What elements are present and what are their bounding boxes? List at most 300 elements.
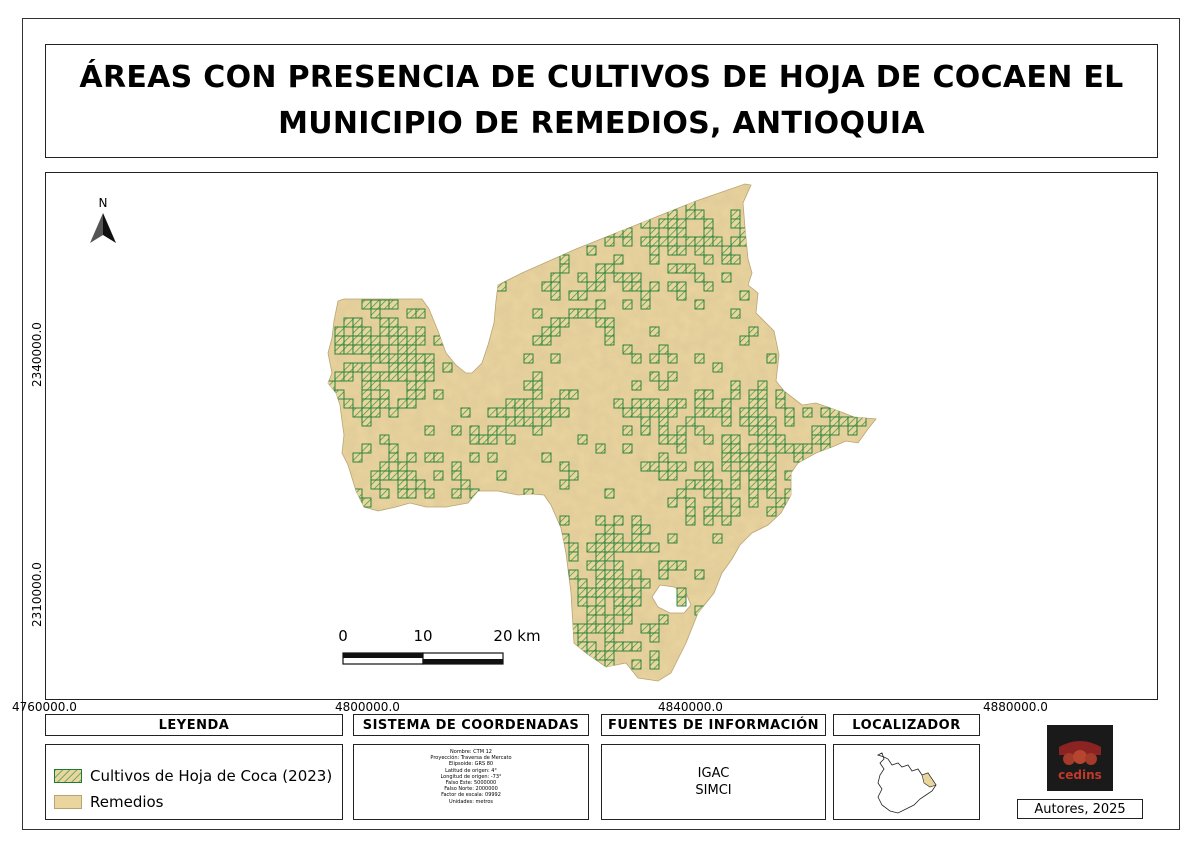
coca-cell — [632, 570, 641, 579]
coca-cell — [767, 462, 776, 471]
scale-label-0: 0 — [338, 627, 348, 645]
coca-cell — [668, 282, 677, 291]
coca-cell — [641, 543, 650, 552]
coca-cell — [488, 408, 497, 417]
coca-cell — [605, 615, 614, 624]
coca-cell — [371, 354, 380, 363]
coca-cell — [344, 399, 353, 408]
coca-cell — [596, 624, 605, 633]
coca-cell — [596, 444, 605, 453]
coca-cell — [479, 435, 488, 444]
coca-cell — [650, 633, 659, 642]
coca-cell — [749, 426, 758, 435]
coca-cell — [551, 354, 560, 363]
coca-cell — [434, 471, 443, 480]
coca-cell — [803, 444, 812, 453]
coca-cell — [425, 354, 434, 363]
coca-cell — [506, 435, 515, 444]
coca-cell — [533, 390, 542, 399]
coca-cell — [380, 462, 389, 471]
coca-cell — [749, 327, 758, 336]
coca-cell — [551, 273, 560, 282]
coca-cell — [569, 390, 578, 399]
coca-cell — [668, 372, 677, 381]
coca-cell — [785, 408, 794, 417]
coca-cell — [641, 399, 650, 408]
coca-cell — [596, 597, 605, 606]
coca-cell — [641, 462, 650, 471]
coca-cell — [758, 390, 767, 399]
coca-cell — [623, 444, 632, 453]
authors-label: Autores, 2025 — [1017, 799, 1143, 819]
scale-label-20: 20 km — [493, 627, 541, 645]
coca-cell — [740, 453, 749, 462]
coca-cell — [659, 570, 668, 579]
coca-cell — [569, 471, 578, 480]
coca-cell — [668, 228, 677, 237]
coca-cell — [605, 327, 614, 336]
coca-cell — [659, 408, 668, 417]
coca-cell — [551, 282, 560, 291]
coca-cell — [686, 516, 695, 525]
coca-cell — [686, 210, 695, 219]
coca-cell — [776, 444, 785, 453]
coca-cell — [677, 444, 686, 453]
coca-cell — [407, 354, 416, 363]
coca-cell — [758, 426, 767, 435]
crs-line: Factor de escala: 09992 — [441, 792, 501, 799]
coca-cell — [434, 453, 443, 462]
coca-cell — [677, 588, 686, 597]
coca-cell — [326, 381, 335, 390]
coca-cell — [380, 372, 389, 381]
coca-cell — [596, 543, 605, 552]
coca-cell — [623, 606, 632, 615]
coca-cell — [578, 642, 587, 651]
x-tick-4: 4880000.0 — [983, 700, 1048, 714]
coca-cell — [605, 543, 614, 552]
coca-cell — [596, 318, 605, 327]
coca-cell — [614, 534, 623, 543]
coca-cell — [848, 426, 857, 435]
coca-cell — [614, 228, 623, 237]
coca-cell — [425, 453, 434, 462]
coca-cell — [767, 354, 776, 363]
coca-cell — [650, 408, 659, 417]
coca-cell — [695, 390, 704, 399]
coca-cell — [632, 399, 641, 408]
coca-cell — [704, 507, 713, 516]
coca-cell — [722, 462, 731, 471]
source-igac: IGAC — [697, 766, 730, 781]
coca-cell — [623, 282, 632, 291]
coca-cell — [722, 408, 731, 417]
coca-cell — [686, 201, 695, 210]
coca-cell — [740, 336, 749, 345]
sources-header: FUENTES DE INFORMACIÓN — [601, 714, 826, 736]
coca-cell — [767, 507, 776, 516]
coca-cell — [533, 381, 542, 390]
coca-cell — [362, 327, 371, 336]
coca-cell — [344, 372, 353, 381]
coca-cell — [515, 408, 524, 417]
coca-cell — [632, 525, 641, 534]
coca-cell — [749, 453, 758, 462]
coca-cell — [380, 435, 389, 444]
coca-cell — [749, 417, 758, 426]
coca-cell — [596, 552, 605, 561]
coca-cell — [470, 426, 479, 435]
coca-cell — [578, 588, 587, 597]
coca-cell — [668, 534, 677, 543]
coca-cell — [344, 345, 353, 354]
coca-cell — [731, 480, 740, 489]
coca-cell — [515, 399, 524, 408]
coca-cell — [650, 327, 659, 336]
coca-cell — [722, 435, 731, 444]
x-tick-2: 4800000.0 — [335, 700, 400, 714]
coca-cell — [605, 660, 614, 669]
coca-cell — [614, 597, 623, 606]
coca-cell — [587, 606, 596, 615]
coca-cell — [794, 453, 803, 462]
coca-cell — [371, 336, 380, 345]
coca-cell — [659, 417, 668, 426]
coca-cell — [569, 543, 578, 552]
coca-cell — [668, 237, 677, 246]
coca-cell — [335, 336, 344, 345]
coca-cell — [704, 255, 713, 264]
coca-cell — [389, 336, 398, 345]
coca-cell — [704, 435, 713, 444]
coca-cell — [695, 273, 704, 282]
coca-cell — [740, 417, 749, 426]
coca-cell — [677, 282, 686, 291]
coca-cell — [461, 408, 470, 417]
coca-cell — [596, 588, 605, 597]
coca-cell — [560, 255, 569, 264]
scale-label-10: 10 — [413, 627, 433, 645]
coca-cell — [614, 543, 623, 552]
coca-cell — [695, 354, 704, 363]
coca-cell — [722, 453, 731, 462]
locator-map — [834, 745, 979, 819]
coca-cell — [632, 354, 641, 363]
coca-cell — [758, 462, 767, 471]
coca-cell — [407, 390, 416, 399]
coca-cell — [389, 327, 398, 336]
coca-cell — [560, 390, 569, 399]
coca-cell — [578, 597, 587, 606]
coca-cell — [362, 408, 371, 417]
coca-cell — [695, 408, 704, 417]
title-line-2: MUNICIPIO DE REMEDIOS, ANTIOQUIA — [278, 106, 925, 141]
coca-cell — [569, 624, 578, 633]
coca-cell — [371, 471, 380, 480]
legend-label-coca: Cultivos de Hoja de Coca (2023) — [90, 767, 333, 785]
coca-cell — [380, 327, 389, 336]
coca-cell — [695, 570, 704, 579]
coca-cell — [677, 426, 686, 435]
coca-cell — [605, 525, 614, 534]
coca-cell — [749, 471, 758, 480]
coca-cell — [398, 471, 407, 480]
coca-cell — [497, 471, 506, 480]
coca-cell — [758, 417, 767, 426]
coca-cell — [668, 462, 677, 471]
coca-cell — [830, 417, 839, 426]
coca-cell — [596, 264, 605, 273]
coca-cell — [731, 255, 740, 264]
coca-cell — [749, 498, 758, 507]
coca-cell — [722, 273, 731, 282]
coca-cell — [596, 282, 605, 291]
coca-cell — [704, 237, 713, 246]
coca-cell — [551, 327, 560, 336]
coca-cell — [542, 453, 551, 462]
remedios-swatch-icon — [54, 795, 82, 809]
coca-cell — [677, 246, 686, 255]
coca-cell — [623, 408, 632, 417]
coca-cell — [371, 345, 380, 354]
coca-cell — [740, 408, 749, 417]
coca-cell — [596, 651, 605, 660]
coca-cell — [614, 588, 623, 597]
coca-cell — [632, 381, 641, 390]
coca-cell — [587, 309, 596, 318]
coca-cell — [605, 336, 614, 345]
crs-line: Latitud de origen: 4° — [445, 767, 497, 774]
coca-cell — [452, 489, 461, 498]
coca-cell — [398, 354, 407, 363]
y-tick-2: 2310000.0 — [30, 562, 44, 627]
coca-cell — [623, 426, 632, 435]
coca-cell — [542, 417, 551, 426]
coca-cell — [452, 471, 461, 480]
coca-cell — [614, 570, 623, 579]
coca-cell — [587, 543, 596, 552]
coca-cell — [524, 399, 533, 408]
coca-cell — [731, 471, 740, 480]
coca-cell — [650, 543, 659, 552]
north-arrow-right-icon — [103, 213, 116, 243]
coca-cell — [731, 309, 740, 318]
coca-cell — [659, 345, 668, 354]
coca-cell — [533, 336, 542, 345]
coca-cell — [380, 390, 389, 399]
coca-cell — [623, 237, 632, 246]
coca-cell — [632, 588, 641, 597]
coca-cell — [659, 237, 668, 246]
coca-cell — [713, 507, 722, 516]
coca-cell — [560, 408, 569, 417]
coca-cell — [560, 534, 569, 543]
coca-cell — [731, 210, 740, 219]
coca-cell — [398, 480, 407, 489]
coca-cell — [614, 255, 623, 264]
title-line-1: ÁREAS CON PRESENCIA DE CULTIVOS DE HOJA DE COCAEN EL — [79, 60, 1124, 95]
coca-cell — [677, 228, 686, 237]
coca-cell — [677, 264, 686, 273]
crs-line: Proyección: Traversa de Mercato — [430, 755, 512, 762]
legend-panel — [45, 744, 343, 820]
coca-cell — [848, 417, 857, 426]
legend-item-coca — [54, 767, 332, 785]
coca-cell — [614, 399, 623, 408]
coca-cell — [758, 480, 767, 489]
coca-cell — [578, 633, 587, 642]
coca-cell — [407, 309, 416, 318]
coca-cell — [794, 444, 803, 453]
coca-cell — [380, 354, 389, 363]
coca-cell — [641, 417, 650, 426]
coca-cell — [344, 363, 353, 372]
north-arrow-left-icon — [90, 213, 103, 243]
coca-cell — [695, 480, 704, 489]
coca-cell — [623, 345, 632, 354]
coca-cell — [668, 435, 677, 444]
coca-cell — [650, 228, 659, 237]
coca-cell — [362, 372, 371, 381]
coca-cell — [524, 489, 533, 498]
coca-cell — [344, 318, 353, 327]
logo-icon — [1047, 725, 1113, 791]
map-title — [52, 55, 1152, 147]
crs-header: SISTEMA DE COORDENADAS — [353, 714, 589, 736]
coca-cell — [749, 480, 758, 489]
coca-cell — [335, 372, 344, 381]
coca-cell — [623, 300, 632, 309]
coca-cell — [695, 399, 704, 408]
coca-cell — [515, 417, 524, 426]
coca-cell — [668, 471, 677, 480]
coca-cell — [614, 561, 623, 570]
coca-cell — [767, 489, 776, 498]
crs-panel — [353, 744, 589, 820]
coca-cell — [605, 552, 614, 561]
coca-cell — [407, 471, 416, 480]
north-arrow — [90, 196, 116, 243]
coca-cell — [686, 480, 695, 489]
coca-cell — [677, 219, 686, 228]
coca-cell — [659, 453, 668, 462]
coca-cell — [497, 408, 506, 417]
coca-cell — [677, 291, 686, 300]
coca-cell — [632, 408, 641, 417]
coca-cell — [749, 399, 758, 408]
coca-cell — [569, 291, 578, 300]
coca-cell — [740, 291, 749, 300]
coca-cell — [596, 570, 605, 579]
coca-cell — [758, 381, 767, 390]
coca-cell — [740, 228, 749, 237]
coca-cell — [560, 318, 569, 327]
coca-cell — [758, 435, 767, 444]
coca-cell — [713, 237, 722, 246]
coca-cell — [641, 624, 650, 633]
coca-cell — [524, 354, 533, 363]
coca-cell — [416, 327, 425, 336]
coca-cell — [533, 408, 542, 417]
coca-cell — [821, 426, 830, 435]
coca-cell — [686, 264, 695, 273]
coca-cell — [587, 246, 596, 255]
coca-cell — [425, 426, 434, 435]
coca-cell — [524, 381, 533, 390]
coca-cell — [344, 336, 353, 345]
coca-cell — [632, 534, 641, 543]
coca-cell — [416, 372, 425, 381]
y-tick-1: 2340000.0 — [30, 322, 44, 387]
coca-cell — [497, 426, 506, 435]
coca-cell — [659, 426, 668, 435]
coca-cell — [605, 489, 614, 498]
coca-cell — [632, 273, 641, 282]
coca-cell — [443, 363, 452, 372]
locator-panel — [833, 744, 980, 820]
coca-cell — [506, 399, 515, 408]
scale-segment-2-fill — [423, 659, 503, 664]
coca-cell — [389, 300, 398, 309]
coca-cell — [749, 444, 758, 453]
coca-cell — [380, 345, 389, 354]
coca-cell — [524, 417, 533, 426]
coca-cell — [587, 624, 596, 633]
coca-cell — [641, 426, 650, 435]
coca-cell — [758, 399, 767, 408]
coca-cell — [542, 336, 551, 345]
coca-cell — [353, 453, 362, 462]
coca-cell — [398, 489, 407, 498]
coca-cell — [497, 282, 506, 291]
coca-cell — [731, 498, 740, 507]
coca-cell — [380, 471, 389, 480]
coca-cell — [722, 516, 731, 525]
coca-cell — [587, 561, 596, 570]
coca-cell — [407, 489, 416, 498]
cedins-logo — [1047, 725, 1113, 791]
coca-cell — [686, 507, 695, 516]
coca-cell — [632, 282, 641, 291]
coca-cell — [587, 642, 596, 651]
title-box — [45, 44, 1158, 158]
coca-cell — [605, 318, 614, 327]
coca-cell — [398, 372, 407, 381]
coca-cell — [731, 381, 740, 390]
coca-cell — [704, 462, 713, 471]
coca-cell — [722, 255, 731, 264]
coca-cell — [605, 588, 614, 597]
coca-cell — [416, 354, 425, 363]
map-canvas[interactable] — [46, 173, 1158, 700]
coca-cell — [740, 462, 749, 471]
x-tick-3: 4840000.0 — [658, 700, 723, 714]
coca-cell — [668, 399, 677, 408]
coca-cell — [812, 426, 821, 435]
coca-cell — [353, 345, 362, 354]
coca-cell — [668, 219, 677, 228]
coca-cell — [389, 372, 398, 381]
coca-cell — [425, 489, 434, 498]
coca-cell — [407, 336, 416, 345]
coca-cell — [362, 399, 371, 408]
coca-cell — [488, 426, 497, 435]
crs-line: Longitud de origen: -73° — [440, 773, 502, 780]
map-frame[interactable] — [45, 172, 1158, 700]
coca-cell — [713, 408, 722, 417]
coca-cell — [650, 462, 659, 471]
coca-cell — [569, 309, 578, 318]
